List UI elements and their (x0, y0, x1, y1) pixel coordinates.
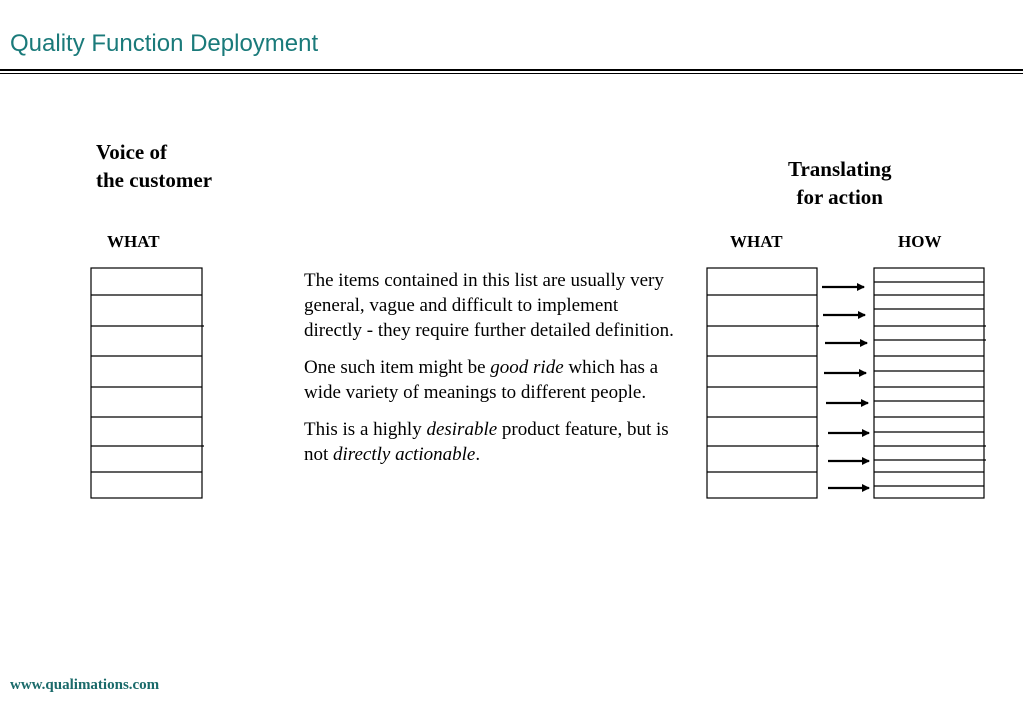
translating-how-list (874, 268, 986, 498)
p3-text-a: This is a highly (304, 419, 427, 440)
voice-heading-line1: Voice of (96, 140, 167, 164)
translating-heading-line1: Translating (788, 157, 892, 181)
voice-heading-line2: the customer (96, 168, 213, 192)
footer-url[interactable]: www.qualimations.com (10, 677, 160, 693)
p3-text-b: product feature, but is not (304, 419, 669, 465)
p3-text-c: . (475, 444, 481, 465)
p2-emphasis: good ride (490, 357, 564, 378)
slide-title: Quality Function Deployment (10, 30, 319, 57)
p3-emphasis-2: directly actionable (333, 444, 476, 465)
translating-heading-line2: for action (796, 185, 883, 209)
translating-what-list (707, 268, 819, 498)
description-paragraph-1: The items contained in this list are usually very general, vague and difficult to implement directly - they require further detailed definition. (304, 270, 674, 341)
translating-how-label: HOW (898, 232, 942, 251)
p2-text-a: One such item might be (304, 357, 491, 378)
description-paragraph-3 (304, 417, 674, 467)
description-text (304, 268, 674, 479)
voice-what-list (91, 268, 204, 498)
description-paragraph-2 (304, 355, 674, 405)
p3-emphasis-1: desirable (426, 419, 498, 440)
p2-text-b: which has a wide variety of meanings to different people. (304, 357, 659, 403)
translating-what-label: WHAT (730, 232, 783, 251)
translation-arrows (822, 287, 869, 488)
voice-what-label: WHAT (107, 232, 160, 251)
